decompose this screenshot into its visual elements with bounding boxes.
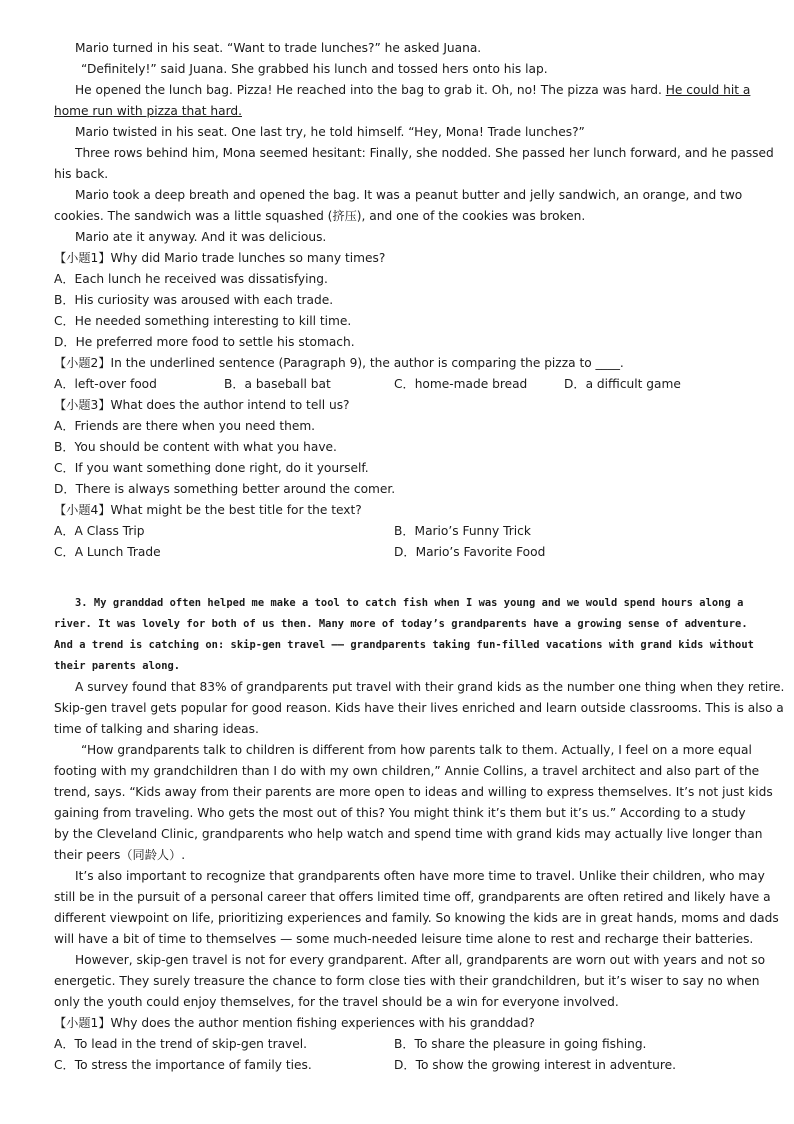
story-paragraph: Mario ate it anyway. And it was delicious. — [75, 230, 327, 244]
answer-option: C．A Lunch Trade — [54, 545, 161, 559]
underlined-sentence: He could hit a — [665, 83, 751, 97]
passage-paragraph: However, skip-gen travel is not for every grandparent. After all, grandparents are worn out with years and not so — [75, 953, 766, 967]
passage-paragraph-continued: by the Cleveland Clinic, grandparents who help watch and spend time with grand kids may actually live longer than — [54, 827, 763, 841]
passage-intro: 3. My granddad often helped me make a tool to catch fish when I was young and we would spend hours along a — [75, 597, 744, 609]
answer-option: A．Friends are there when you need them. — [54, 419, 316, 433]
passage-intro: their parents along. — [54, 660, 181, 672]
answer-options-row — [54, 1034, 744, 1055]
answer-option: B．To share the pleasure in going fishing. — [394, 1037, 647, 1051]
underlined-sentence: home run with pizza that hard. — [54, 104, 242, 118]
passage-paragraph-continued: only the youth could enjoy themselves, for the travel should be a win for everyone involved. — [54, 995, 619, 1009]
answer-option: C．He needed something interesting to kill time. — [54, 314, 352, 328]
question-stem: 【小题4】What might be the best title for the text? — [54, 503, 362, 517]
answer-option: A．A Class Trip — [54, 524, 145, 538]
answer-option: B．Mario’s Funny Trick — [394, 524, 531, 538]
answer-options-row — [54, 1055, 744, 1076]
passage-paragraph-continued: Skip-gen travel gets popular for good reason. Kids have their lives enriched and learn outside classrooms. This is also a — [54, 701, 784, 715]
passage-paragraph: A survey found that 83% of grandparents put travel with their grand kids as the number one thing when they retire. — [75, 680, 785, 694]
passage-intro: river. It was lovely for both of us then. Many more of today’s grandparents have a growing sense of adventure. — [54, 618, 748, 630]
question-stem: 【小题2】In the underlined sentence (Paragraph 9), the author is comparing the pizza to ____. — [54, 356, 624, 370]
story-paragraph: Three rows behind him, Mona seemed hesitant: Finally, she nodded. She passed her lunch forward, and he passed — [75, 146, 774, 160]
story-paragraph-continued — [54, 101, 744, 122]
answer-option: D．Mario’s Favorite Food — [394, 545, 546, 559]
answer-option: C．If you want something done right, do it yourself. — [54, 461, 369, 475]
answer-options-row — [54, 374, 744, 395]
story-paragraph: “Definitely!” said Juana. She grabbed his lunch and tossed hers onto his lap. — [81, 62, 548, 76]
answer-option: D．a difficult game — [564, 377, 681, 391]
passage-paragraph-continued: energetic. They surely treasure the chance to form close ties with their grandchildren, but it’s wiser to say no when — [54, 974, 760, 988]
story-paragraph: Mario took a deep breath and opened the bag. It was a peanut butter and jelly sandwich, an orange, and two — [75, 188, 743, 202]
answer-option: B．You should be content with what you have. — [54, 440, 337, 454]
passage-intro: And a trend is catching on: skip-gen travel —— grandparents taking fun-filled vacations with grand kids without — [54, 639, 754, 651]
story-paragraph: Mario twisted in his seat. One last try, he told himself. “Hey, Mona! Trade lunches?” — [75, 125, 585, 139]
story-paragraph-continued: his back. — [54, 167, 109, 181]
passage-paragraph-continued: footing with my grandchildren than I do with my own children,” Annie Collins, a travel architect and also part of the — [54, 764, 760, 778]
passage-paragraph: “How grandparents talk to children is different from how parents talk to them. Actually, I feel on a more equal — [81, 743, 752, 757]
answer-option: A．Each lunch he received was dissatisfying. — [54, 272, 328, 286]
answer-option: B．a baseball bat — [224, 377, 331, 391]
story-paragraph: Mario turned in his seat. “Want to trade lunches?” he asked Juana. — [75, 41, 482, 55]
passage-paragraph-continued: their peers（同龄人）. — [54, 848, 186, 862]
passage-paragraph-continued: different viewpoint on life, prioritizing experiences and family. So knowing the kids are in great hands, moms and dads — [54, 911, 779, 925]
answer-option: C．home-made bread — [394, 377, 528, 391]
passage-paragraph-continued: still be in the pursuit of a personal career that offers limited time off, grandparents are often retired and likely have a — [54, 890, 771, 904]
story-text: He opened the lunch bag. Pizza! He reached into the bag to grab it. Oh, no! The pizza was hard. — [75, 83, 666, 97]
answer-option: C．To stress the importance of family ties. — [54, 1058, 312, 1072]
section-spacer — [54, 563, 744, 593]
answer-option: D．There is always something better around the comer. — [54, 482, 396, 496]
answer-options-row — [54, 542, 744, 563]
passage-paragraph-continued: will have a bit of time to themselves — some much-needed leisure time alone to rest and recharge their batteries. — [54, 932, 754, 946]
passage-paragraph-continued: trend, says. “Kids away from their parents are more open to ideas and willing to express themselves. It’s not just kids — [54, 785, 773, 799]
passage-paragraph-continued: time of talking and sharing ideas. — [54, 722, 259, 736]
question-stem: 【小题1】Why did Mario trade lunches so many times? — [54, 251, 386, 265]
answer-option: A．left-over food — [54, 377, 157, 391]
worksheet-page — [54, 38, 785, 1076]
question-stem: 【小题3】What does the author intend to tell us? — [54, 398, 350, 412]
answer-options-row — [54, 521, 744, 542]
story-paragraph-continued: cookies. The sandwich was a little squashed (挤压), and one of the cookies was broken. — [54, 209, 586, 223]
passage-paragraph: It’s also important to recognize that grandparents often have more time to travel. Unlike their children, who may — [75, 869, 765, 883]
passage-paragraph-continued: gaining from traveling. Who gets the most out of this? You might think it’s them but it’s us.” According to a study — [54, 806, 746, 820]
answer-option: D．He preferred more food to settle his stomach. — [54, 335, 355, 349]
question-stem: 【小题1】Why does the author mention fishing experiences with his granddad? — [54, 1016, 535, 1030]
answer-option: A．To lead in the trend of skip-gen travel. — [54, 1037, 308, 1051]
answer-option: B．His curiosity was aroused with each trade. — [54, 293, 334, 307]
answer-option: D．To show the growing interest in adventure. — [394, 1058, 677, 1072]
story-paragraph — [54, 80, 751, 101]
